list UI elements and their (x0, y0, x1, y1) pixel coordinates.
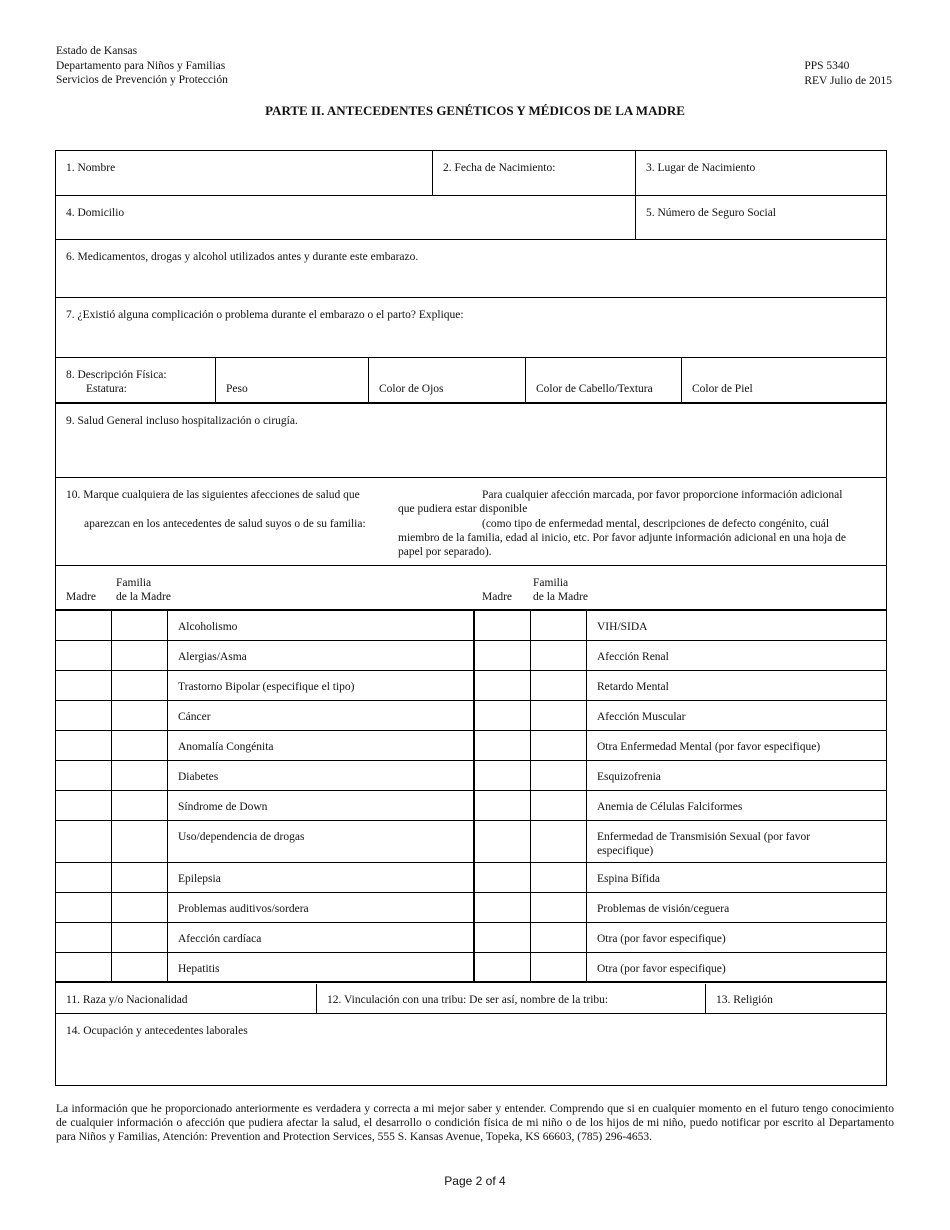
address-label: 4. Domicilio (66, 207, 125, 219)
occupation-label: 14. Ocupación y antecedentes laborales (66, 1025, 248, 1037)
condition-label: Síndrome de Down (178, 801, 268, 813)
name-label: 1. Nombre (66, 162, 116, 174)
birth-place-label: 3. Lugar de Nacimiento (646, 162, 756, 174)
mother-family-checkbox[interactable] (112, 923, 168, 952)
mother-checkbox[interactable] (56, 641, 112, 670)
hair-color-field[interactable] (526, 358, 682, 402)
condition-label: Trastorno Bipolar (especifique el tipo) (178, 681, 355, 693)
birth-date-label: 2. Fecha de Nacimiento: (443, 162, 556, 174)
ssn-label: 5. Número de Seguro Social (646, 207, 776, 219)
mother-checkbox[interactable] (475, 923, 531, 952)
mother-checkbox[interactable] (56, 863, 112, 892)
condition-label: VIH/SIDA (597, 621, 648, 633)
mother-family-checkbox[interactable] (531, 821, 587, 862)
condition-label: Hepatitis (178, 963, 220, 975)
mother-family-checkbox[interactable] (112, 731, 168, 760)
condition-label: Otra (por favor especifique) (597, 963, 726, 975)
col-familia-left-2: de la Madre (116, 591, 171, 603)
tribe-label: 12. Vinculación con una tribu: De ser así, nombre de la tribu: (327, 994, 609, 1006)
mother-checkbox[interactable] (475, 821, 531, 862)
condition-row (56, 611, 886, 641)
mother-family-checkbox[interactable] (531, 731, 587, 760)
agency-header (56, 44, 228, 88)
mother-family-checkbox[interactable] (531, 671, 587, 700)
condition-row (56, 761, 886, 791)
additional-info-line-2: que pudiera estar disponible (398, 503, 528, 515)
condition-label: Diabetes (178, 771, 219, 783)
tribe-field[interactable] (317, 984, 706, 1013)
mother-family-checkbox[interactable] (112, 953, 168, 981)
mother-family-checkbox[interactable] (112, 791, 168, 820)
medications-label: 6. Medicamentos, drogas y alcohol utilizados antes y durante este embarazo. (66, 251, 419, 263)
mother-checkbox[interactable] (56, 671, 112, 700)
condition-row (56, 923, 886, 953)
condition-label: Alcoholismo (178, 621, 238, 633)
condition-label: Espina Bífida (597, 873, 660, 885)
eye-color-label: Color de Ojos (379, 383, 444, 395)
additional-info-line-3: (como tipo de enfermedad mental, descripciones de defecto congénito, cuál (482, 518, 830, 530)
religion-label: 13. Religión (716, 994, 773, 1006)
race-label: 11. Raza y/o Nacionalidad (66, 994, 188, 1006)
conditions-column-headers (56, 566, 886, 611)
condition-label: Retardo Mental (597, 681, 669, 693)
mother-family-checkbox[interactable] (112, 893, 168, 922)
mother-family-checkbox[interactable] (112, 863, 168, 892)
birth-date-field[interactable] (433, 151, 636, 195)
general-health-field[interactable] (56, 404, 886, 478)
mother-family-checkbox[interactable] (531, 701, 587, 730)
birth-place-field[interactable] (636, 151, 886, 195)
medications-field[interactable] (56, 240, 886, 298)
complications-label: 7. ¿Existió alguna complicación o problema durante el embarazo o el parto? Explique: (66, 309, 464, 321)
mother-checkbox[interactable] (475, 731, 531, 760)
ssn-field[interactable] (636, 196, 886, 239)
mother-family-checkbox[interactable] (531, 761, 587, 790)
condition-label: Problemas de visión/ceguera (597, 903, 730, 915)
condition-label: Alergias/Asma (178, 651, 247, 663)
page-number: Page 2 of 4 (444, 1174, 506, 1188)
mother-checkbox[interactable] (475, 701, 531, 730)
condition-row (56, 821, 886, 863)
row-race-tribe-religion (56, 984, 886, 1014)
address-field[interactable] (56, 196, 636, 239)
skin-color-field[interactable] (682, 358, 886, 402)
col-familia-right-2: de la Madre (533, 591, 588, 603)
complications-field[interactable] (56, 298, 886, 358)
mother-family-checkbox[interactable] (531, 893, 587, 922)
condition-row (56, 731, 886, 761)
conditions-instruction-1: 10. Marque cualquiera de las siguientes afecciones de salud que (66, 489, 360, 501)
condition-label: Anomalía Congénita (178, 741, 274, 753)
name-field[interactable] (56, 151, 433, 195)
mother-family-checkbox[interactable] (531, 923, 587, 952)
mother-checkbox[interactable] (475, 953, 531, 981)
condition-row (56, 893, 886, 923)
condition-label: Otra (por favor especifique) (597, 933, 726, 945)
mother-family-checkbox[interactable] (112, 611, 168, 640)
mother-checkbox[interactable] (56, 953, 112, 981)
hair-color-label: Color de Cabello/Textura (536, 383, 653, 395)
weight-label: Peso (226, 383, 248, 395)
mother-checkbox[interactable] (56, 893, 112, 922)
height-field[interactable] (56, 358, 216, 402)
mother-family-checkbox[interactable] (531, 953, 587, 981)
conditions-instruction-2: aparezcan en los antecedentes de salud suyos o de su familia: (84, 518, 366, 530)
condition-row (56, 953, 886, 983)
physical-description-label: 8. Descripción Física: (66, 369, 167, 381)
condition-label: Uso/dependencia de drogas (178, 831, 305, 843)
mother-checkbox[interactable] (56, 791, 112, 820)
condition-label: Esquizofrenia (597, 771, 661, 783)
medical-history-form (55, 150, 887, 1086)
additional-info-line-4: miembro de la familia, edad al inicio, etc. Por favor adjunte información adicional en una hoja de (398, 532, 847, 544)
row-address (56, 196, 886, 240)
condition-label: Anemia de Células Falciformes (597, 801, 743, 813)
mother-family-checkbox[interactable] (531, 611, 587, 640)
condition-row (56, 791, 886, 821)
agency-line-1: Estado de Kansas (56, 45, 138, 57)
additional-info-line-1: Para cualquier afección marcada, por favor proporcione información adicional (482, 489, 843, 501)
condition-label: Epilepsia (178, 873, 221, 885)
agency-line-2: Departamento para Niños y Familias (56, 59, 226, 72)
mother-family-checkbox[interactable] (112, 701, 168, 730)
mother-checkbox[interactable] (56, 761, 112, 790)
mother-checkbox[interactable] (56, 611, 112, 640)
additional-info-line-5: papel por separado). (398, 546, 492, 558)
mother-family-checkbox[interactable] (531, 863, 587, 892)
condition-row (56, 863, 886, 893)
condition-label: Problemas auditivos/sordera (178, 903, 309, 915)
mother-family-checkbox[interactable] (531, 791, 587, 820)
height-label: Estatura: (86, 383, 127, 395)
mother-checkbox[interactable] (56, 731, 112, 760)
weight-field[interactable] (216, 358, 369, 402)
general-health-label: 9. Salud General incluso hospitalización o cirugía. (66, 415, 298, 427)
mother-family-checkbox[interactable] (112, 761, 168, 790)
mother-family-checkbox[interactable] (531, 641, 587, 670)
mother-checkbox[interactable] (475, 761, 531, 790)
mother-checkbox[interactable] (56, 821, 112, 862)
row-identity (56, 151, 886, 196)
col-madre-left: Madre (66, 591, 97, 603)
form-revision: REV Julio de 2015 (804, 74, 892, 87)
row-conditions-instructions (56, 478, 886, 566)
race-field[interactable] (56, 984, 317, 1013)
condition-label: Cáncer (178, 711, 211, 723)
mother-checkbox[interactable] (475, 863, 531, 892)
col-madre-right: Madre (482, 591, 513, 603)
col-familia-right-1: Familia (533, 577, 569, 589)
mother-checkbox[interactable] (475, 671, 531, 700)
form-number: PPS 5340 (804, 60, 850, 72)
mother-checkbox[interactable] (56, 923, 112, 952)
mother-checkbox[interactable] (475, 641, 531, 670)
condition-label: Otra Enfermedad Mental (por favor especifique) (597, 741, 821, 753)
agency-line-3: Servicios de Prevención y Protección (56, 74, 228, 86)
condition-label: Afección cardíaca (178, 933, 262, 945)
declaration-text: La información que he proporcionado anteriormente es verdadera y correcta a mi mejor saber y entender. Comprendo que si en cualquier momento en el futuro tengo conocimiento de cualquier información o afección que pudiera afectar la salud, el desarrollo o condición física de mi niño o de los hijos de mi niño, puedo notificar por escrito al Departamento para Niños y Familias, Atención: Prevention and Protection Services, 555 S. Kansas Avenue, Topeka, KS 66603, (785) 296-4653. (56, 1103, 894, 1143)
row-physical-description (56, 358, 886, 404)
condition-row (56, 701, 886, 731)
form-title: PARTE II. ANTECEDENTES GENÉTICOS Y MÉDICOS DE LA MADRE (265, 103, 685, 118)
condition-row (56, 641, 886, 671)
mother-checkbox[interactable] (475, 791, 531, 820)
condition-label: Afección Muscular (597, 711, 686, 723)
condition-label: Afección Renal (597, 651, 669, 663)
form-id-header (804, 59, 892, 88)
occupation-field[interactable] (56, 1014, 886, 1085)
mother-checkbox[interactable] (475, 611, 531, 640)
mother-family-checkbox[interactable] (112, 821, 168, 862)
condition-label: Enfermedad de Transmisión Sexual (por favor especifique) (597, 831, 811, 857)
col-familia-left-1: Familia (116, 577, 152, 589)
mother-family-checkbox[interactable] (112, 641, 168, 670)
skin-color-label: Color de Piel (692, 383, 753, 395)
mother-checkbox[interactable] (56, 701, 112, 730)
eye-color-field[interactable] (369, 358, 526, 402)
mother-checkbox[interactable] (475, 893, 531, 922)
mother-family-checkbox[interactable] (112, 671, 168, 700)
condition-row (56, 671, 886, 701)
religion-field[interactable] (706, 984, 886, 1013)
